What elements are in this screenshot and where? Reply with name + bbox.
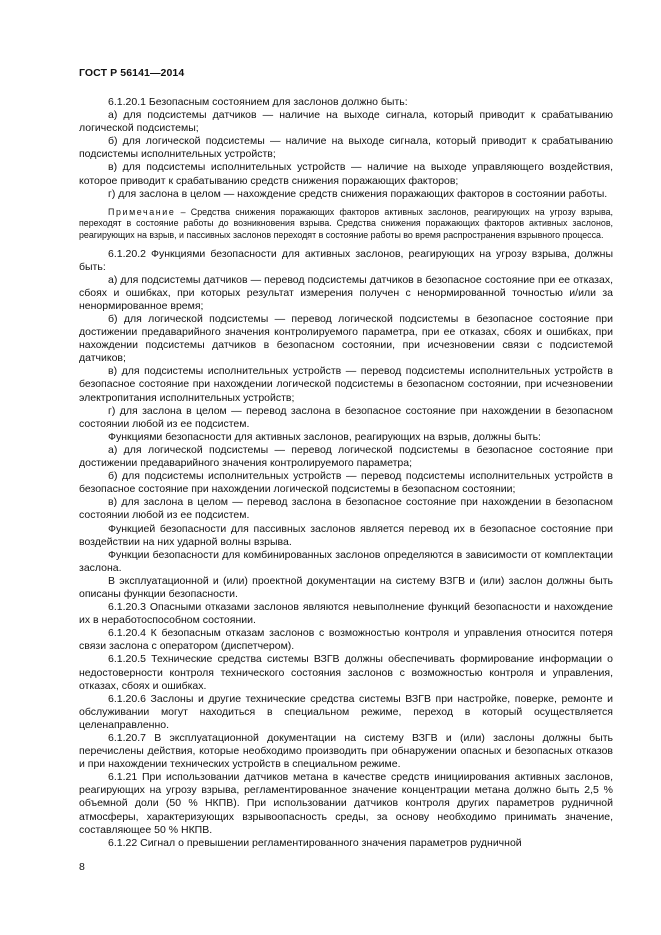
paragraph-3-item-a: а) для логической подсистемы — перевод логической подсистемы в безопасное состояние при достижении предаварийного значения контролируемого параметра; [79, 443, 613, 470]
paragraph-2-item-g: г) для заслона в целом — перевод заслона в безопасное состояние при нахождении в безопасном состоянии любой из ее подсистем. [79, 404, 613, 430]
paragraph-6-1-20-5: 6.1.20.5 Технические средства системы ВЗГВ должны обеспечивать формирование информации о недостоверности контроля технического состояния заслонов с возможностью контроля и управления, отказах, сбоях и ошибках. [79, 653, 613, 692]
paragraph-combined-function: Функции безопасности для комбинированных заслонов определяются в зависимости от комплектации заслона. [79, 548, 613, 574]
paragraph-item-b: б) для логической подсистемы — наличие на выходе сигнала, который приводит к срабатыванию подсистемы исполнительных устройств; [79, 135, 613, 161]
paragraph-documentation: В эксплуатационной и (или) проектной документации на систему ВЗГВ и (или) заслон должны быть описаны функции безопасности. [79, 574, 613, 600]
paragraph-6-1-20-4: 6.1.20.4 К безопасным отказам заслонов с возможностью контроля и управления относится потеря связи заслона с оператором (диспетчером). [79, 627, 613, 653]
note-text: – Средства снижения поражающих факторов активных заслонов, реагирующих на угрозу взрыва, переходят в состояние работы до возникновения взрыва. Средства снижения поражающих факторов активных заслонов, реагирующих на взрыв, и пассивных заслонов переходят в состояние работы во время распространения взрывного процесса. [79, 206, 613, 240]
paragraph-6-1-20-2: 6.1.20.2 Функциями безопасности для активных заслонов, реагирующих на угрозу взрыва, должны быть: [79, 247, 613, 273]
paragraph-item-v: в) для подсистемы исполнительных устройств — наличие на выходе управляющего воздействия, которое приводит к срабатыванию средств снижения поражающих факторов; [79, 161, 613, 187]
paragraph-6-1-22: 6.1.22 Сигнал о превышении регламентированного значения параметров рудничной [108, 836, 522, 849]
document-body [79, 96, 613, 850]
paragraph-item-a: а) для подсистемы датчиков — наличие на выходе сигнала, который приводит к срабатыванию логической подсистемы; [79, 109, 613, 135]
paragraph-6-1-20-3: 6.1.20.3 Опасными отказами заслонов являются невыполнение функций безопасности и нахождение их в неработоспособном состоянии. [79, 601, 613, 627]
document-header: ГОСТ Р 56141—2014 [79, 67, 185, 79]
paragraph-6-1-21: 6.1.21 При использовании датчиков метана в качестве средств инициирования активных заслонов, реагирующих на угрозу взрыва, регламентированное значение концентрации метана должно быть 2,5 % объемной доли (50 % НКПВ). При использовании датчиков контроля других параметров рудничной атмосферы, характеризующих взрывоопасность среды, за основу необходимо принимать значение, составляющее 50 % НКПВ. [79, 771, 613, 836]
paragraph-3-item-b: б) для подсистемы исполнительных устройств — перевод подсистемы исполнительных устройств в безопасное состояние при нахождении логической подсистемы в безопасном состоянии; [79, 470, 613, 496]
note-paragraph [79, 207, 613, 242]
paragraph-2-item-v: в) для подсистемы исполнительных устройств — перевод подсистемы исполнительных устройств в безопасное состояние при нахождении логической подсистемы в безопасном состоянии, при исчезновении электропитания исполнительных устройств; [79, 365, 613, 404]
paragraph-passive-function: Функцией безопасности для пассивных заслонов является перевод их в безопасное состояние при воздействии на них ударной волны взрыва. [79, 522, 613, 548]
paragraph-6-1-20-6: 6.1.20.6 Заслоны и другие технические средства системы ВЗГВ при настройке, поверке, ремонте и обслуживании могут находиться в специальном режиме, переход в который осуществляется целенаправленно. [79, 692, 613, 731]
paragraph-6-1-20-7: 6.1.20.7 В эксплуатационной документации на систему ВЗГВ и (или) заслоны должны быть перечислены действия, которые необходимо производить при обнаружении опасных и безопасных отказов и при нахождении технических устройств в специальном режиме. [79, 732, 613, 771]
paragraph-2-item-a: а) для подсистемы датчиков — перевод подсистемы датчиков в безопасное состояние при ее отказах, сбоях и ошибках, при которых результат измерения получен с ненормированной точностью и/или за ненормированное время; [79, 273, 613, 312]
note-label: Примечание [108, 206, 176, 217]
paragraph-6-1-20-1: 6.1.20.1 Безопасным состоянием для заслонов должно быть: [108, 96, 408, 108]
paragraph-2-item-b: б) для логической подсистемы — перевод логической подсистемы в безопасное состояние при достижении предаварийного значения контролируемого параметра, при ее отказах, сбоях и ошибках, при нахождении подсистемы датчиков в безопасном состоянии, при исчезновении связи с подсистемой датчиков; [79, 313, 613, 365]
paragraph-3-item-v: в) для заслона в целом — перевод заслона в безопасное состояние при нахождении в безопасном состоянии любой из ее подсистем. [79, 496, 613, 522]
paragraph-explosion-functions: Функциями безопасности для активных заслонов, реагирующих на взрыв, должны быть: [108, 430, 541, 443]
page-number: 8 [79, 861, 85, 873]
paragraph-item-g: г) для заслона в целом — нахождение средств снижения поражающих факторов в состоянии работы. [108, 187, 608, 200]
